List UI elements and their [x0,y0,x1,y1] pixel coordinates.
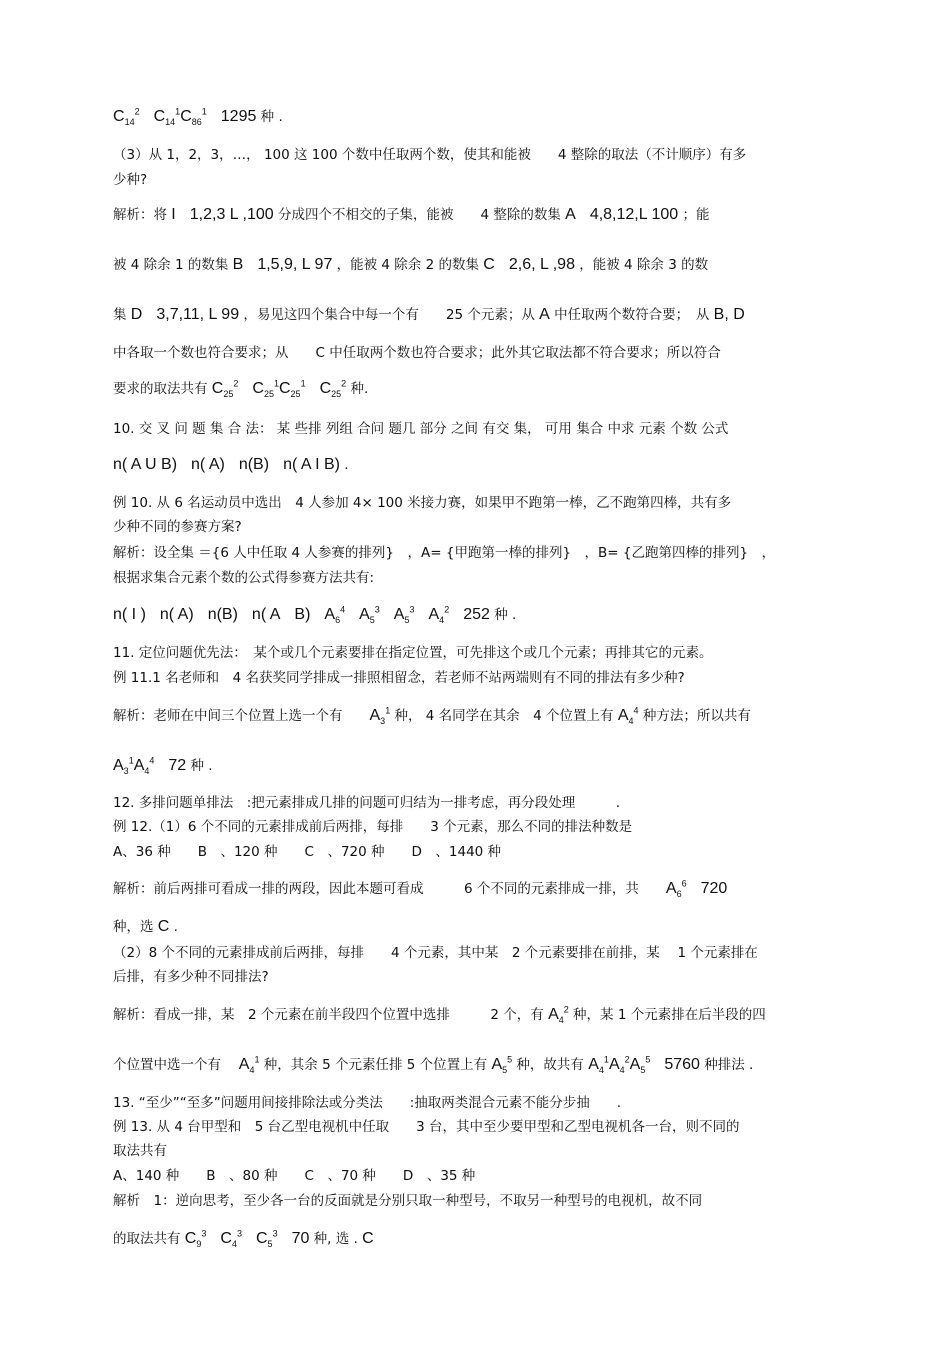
text-line: 10. 交 叉 问 题 集 合 法： 某 些排 列组 合问 题几 部分 之间 有交 集， 可用 集合 中求 元素 个数 公式 [113,421,729,437]
text-line: 例 12.（1）6 个不同的元素排成前后两排，每排 3 个元素，那么不同的排法种数是 [113,819,633,835]
text-line: 例 10. 从 6 名运动员中选出 4 人参加 4× 100 米接力赛，如果甲不跑第一棒，乙不跑第四棒，共有多 [113,495,732,511]
text-line: 根据求集合元素个数的公式得参赛方法共有: [113,570,375,586]
text-line: 集 D 3,7,11, L 99 ，易见这四个集合中每一个有 25 个元素；从 A 中任取两个数符合要； 从 B, D [113,306,745,323]
text-line: $C_{14}^2$ $C_{14}^1C_{86}^1$ 1295 种 . [113,106,283,128]
text-line: n( A U B) n( A) n(B) n( A I B) . [113,456,349,473]
text-line: $A_3^1A_4^4$ 72 种 . [113,755,213,777]
text-line: 12. 多排问题单排法 :把元素排成几排的问题可归结为一排考虑，再分段处理 . [113,795,621,811]
text-line: 例 13. 从 4 台甲型和 5 台乙型电视机中任取 3 台，其中至少要甲型和乙型电视机各一台，则不同的 [113,1119,740,1135]
text-line: 要求的取法共有 $C_{25}^2$ $C_{25}^1C_{25}^1$ $C_{25}^2$ 种. [113,378,369,400]
text-line: n( I ) n( A) n(B) n( A B) $A_6^4$ $A_5^3$ $A_5^3$ $A_4^2$ 252 种 . [113,604,517,626]
text-line: 解析：看成一排，某 2 个元素在前半段四个位置中选排 2 个，有 $A_4^2$ 种，某 1 个元素排在后半段的四 [113,1004,766,1026]
text-line: 解析：老师在中间三个位置上选一个有 $A_3^1$ 种， 4 名同学在其余 4 个位置上有 $A_4^4$ 种方法；所以共有 [113,705,751,727]
text-line: （3）从 1，2，3，…， 100 这 100 个数中任取两个数，使其和能被 4 整除的取法（不计顺序）有多 [113,147,747,163]
text-line: 解析：将 I 1,2,3 L ,100 分成四个不相交的子集，能被 4 整除的数集 A 4,8,12,L 100 ；能 [113,206,710,223]
text-line: 被 4 除余 1 的数集 B 1,5,9, L 97 ，能被 4 除余 2 的数集 C 2,6, L ,98 ，能被 4 除余 3 的数 [113,256,709,273]
text-line: 解析 1：逆向思考，至少各一台的反面就是分别只取一种型号，不取另一种型号的电视机，故不同 [113,1193,703,1209]
text-line: 例 11.1 名老师和 4 名获奖同学排成一排照相留念，若老师不站两端则有不同的排法有多少种? [113,670,685,686]
text-line: 13. “至少”“至多”问题用间接排除法或分类法 :抽取两类混合元素不能分步抽 . [113,1095,622,1111]
text-line: 取法共有 [113,1143,167,1159]
text-line: （2）8 个不同的元素排成前后两排，每排 4 个元素，其中某 2 个元素要排在前排，某 1 个元素排在 [113,945,758,961]
text-line: 解析：设全集 ＝{6 人中任取 4 人参赛的排列} ，A= {甲跑第一棒的排列} ，B= {乙跑第四棒的排列} ， [113,545,776,561]
text-line: 的取法共有 $C_9^3$ $C_4^3$ $C_5^3$ 70 种, 选 . C [113,1228,374,1250]
text-line: 个位置中选一个有 $A_4^1$ 种，其余 5 个元素任排 5 个位置上有 $A_5^5$ 种，故共有 $A_4^1A_4^2A_5^5$ 5760 种排法 . [113,1054,754,1076]
text-line: A、36 种 B 、120 种 C 、720 种 D 、1440 种 [113,844,502,860]
text-line: 11. 定位问题优先法： 某个或几个元素要排在指定位置，可先排这个或几个元素；再排其它的元素。 [113,645,713,661]
text-line: 中各取一个数也符合要求；从 C 中任取两个数也符合要求；此外其它取法都不符合要求；所以符合 [113,345,721,361]
text-line: 解析：前后两排可看成一排的两段，因此本题可看成 6 个不同的元素排成一排，共 $A_6^6$ 720 [113,878,728,900]
text-line: 种，选 C . [113,918,178,935]
text-line: 少种不同的参赛方案? [113,519,242,535]
text-line: 后排，有多少种不同排法? [113,969,269,985]
text-line: A、140 种 B 、80 种 C 、70 种 D 、35 种 [113,1168,476,1184]
text-line: 少种? [113,172,148,188]
